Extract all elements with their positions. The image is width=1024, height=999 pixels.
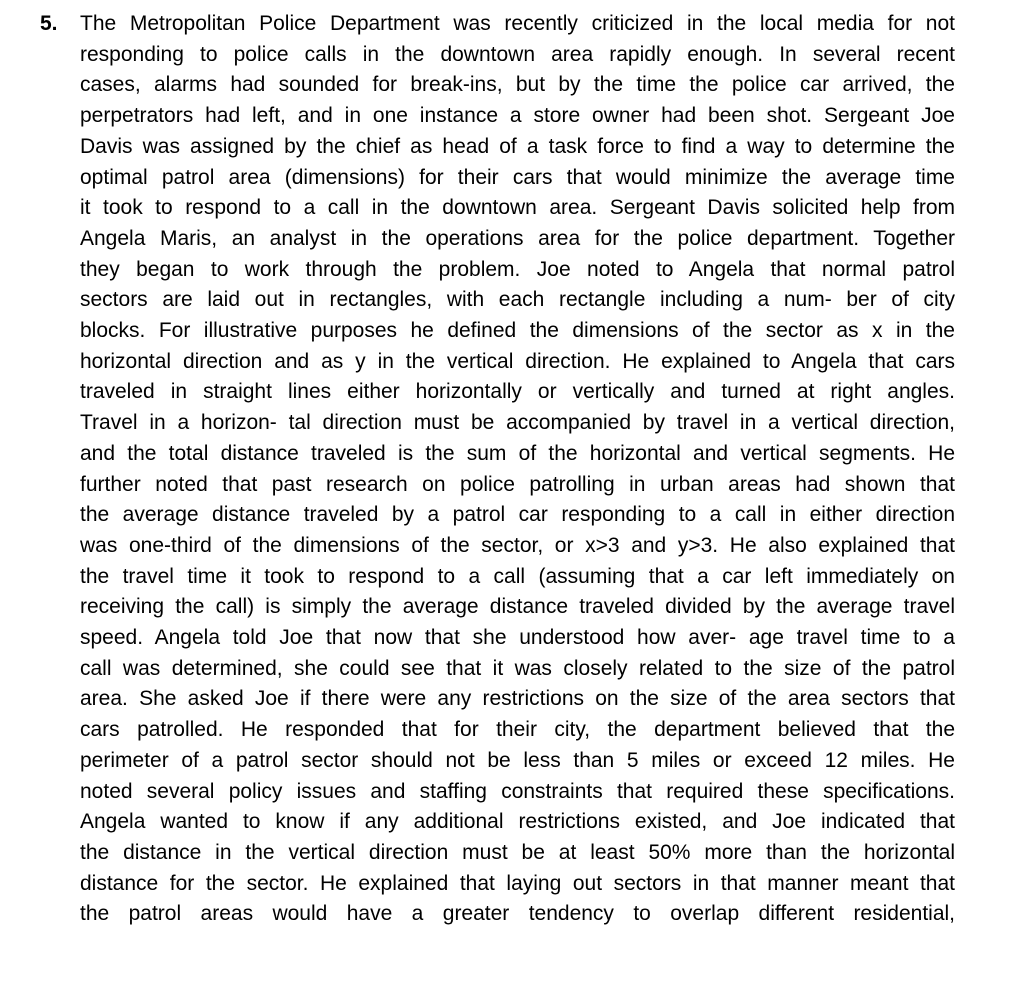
text-line: horizontal direction and as y in the vertical direction. He explained to Angela that cars — [80, 349, 955, 373]
text-line: distance for the sector. He explained that laying out sectors in that manner meant that — [80, 871, 955, 895]
text-line: cars patrolled. He responded that for their city, the department believed that the — [80, 718, 955, 742]
text-line: Travel in a horizon- tal direction must be accompanied by travel in a vertical direction, — [80, 411, 955, 435]
text-line: the average distance traveled by a patrol car responding to a call in either direction — [80, 503, 955, 527]
problem-text — [80, 9, 955, 930]
text-line: the travel time it took to respond to a call (assuming that a car left immediately on — [80, 564, 955, 588]
text-line: optimal patrol area (dimensions) for their cars that would minimize the average time — [80, 165, 955, 189]
text-line: blocks. For illustrative purposes he defined the dimensions of the sector as x in the — [80, 319, 955, 343]
text-line: responding to police calls in the downtown area rapidly enough. In several recent — [80, 42, 955, 66]
text-line: was one-third of the dimensions of the sector, or x>3 and y>3. He also explained that — [80, 533, 955, 557]
text-line: Davis was assigned by the chief as head of a task force to find a way to determine the — [80, 134, 955, 158]
text-line: the distance in the vertical direction must be at least 50% more than the horizontal — [80, 840, 955, 864]
text-line: receiving the call) is simply the average distance traveled divided by the average travel — [80, 595, 955, 619]
text-line: The Metropolitan Police Department was recently criticized in the local media for not — [80, 12, 955, 35]
text-line: call was determined, she could see that it was closely related to the size of the patrol — [80, 656, 955, 680]
text-line: the patrol areas would have a greater tendency to overlap different residential, — [80, 902, 955, 926]
text-line: noted several policy issues and staffing constraints that required these specifications. — [80, 779, 955, 803]
text-line: traveled in straight lines either horizontally or vertically and turned at right angles. — [80, 380, 955, 404]
text-line: cases, alarms had sounded for break-ins, but by the time the police car arrived, the — [80, 73, 955, 97]
problem-number: 5. — [40, 12, 58, 35]
text-line: sectors are laid out in rectangles, with each rectangle including a num- ber of city — [80, 288, 955, 312]
text-line: it took to respond to a call in the downtown area. Sergeant Davis solicited help from — [80, 196, 955, 220]
text-line: further noted that past research on police patrolling in urban areas had shown that — [80, 472, 955, 496]
text-line: and the total distance traveled is the sum of the horizontal and vertical segments. He — [80, 441, 955, 465]
text-line: perpetrators had left, and in one instance a store owner had been shot. Sergeant Joe — [80, 104, 955, 128]
text-line: Angela wanted to know if any additional restrictions existed, and Joe indicated that — [80, 810, 955, 834]
text-line: area. She asked Joe if there were any restrictions on the size of the area sectors that — [80, 687, 955, 711]
text-line: speed. Angela told Joe that now that she understood how aver- age travel time to a — [80, 626, 955, 650]
text-line: they began to work through the problem. Joe noted to Angela that normal patrol — [80, 257, 955, 281]
text-line: Angela Maris, an analyst in the operations area for the police department. Together — [80, 226, 955, 250]
text-line: perimeter of a patrol sector should not be less than 5 miles or exceed 12 miles. He — [80, 748, 955, 772]
